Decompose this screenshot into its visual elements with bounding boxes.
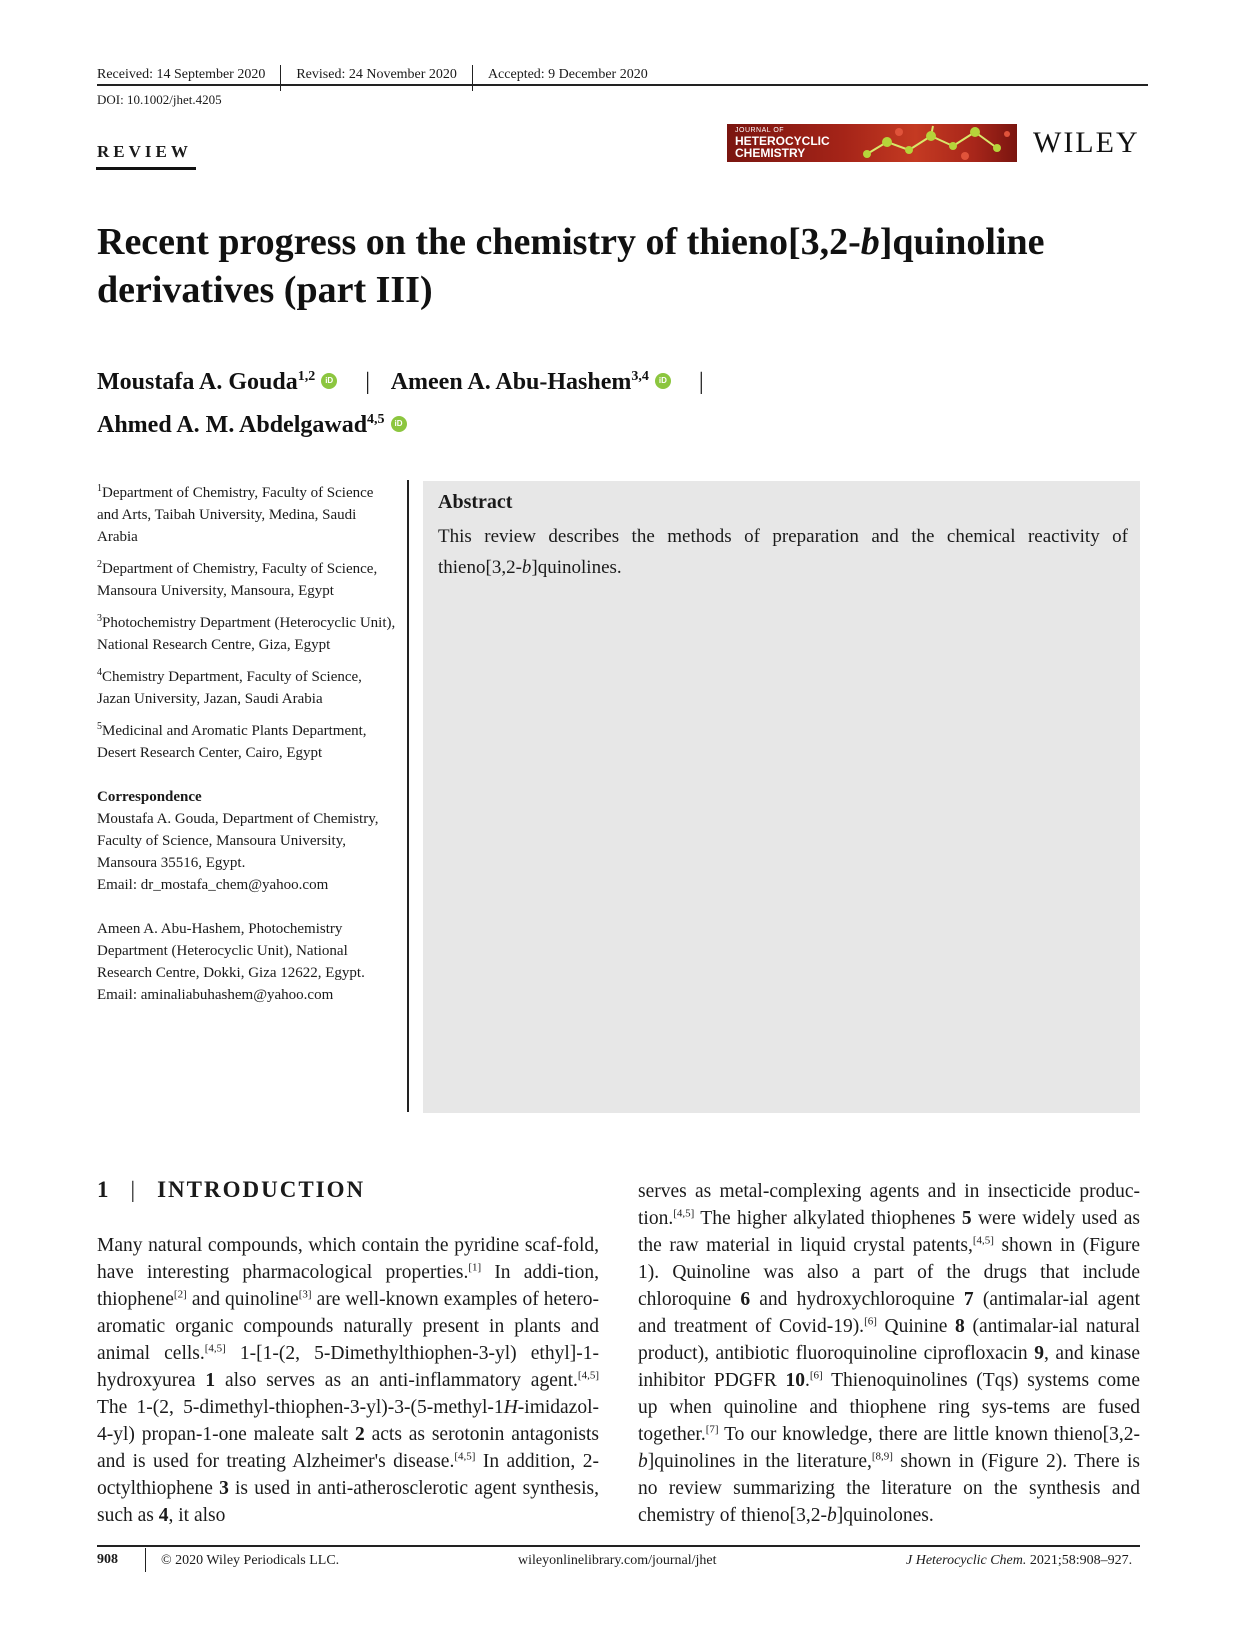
article-type-label: REVIEW [97, 142, 192, 161]
citation-ref[interactable]: [4,5] [972, 1234, 994, 1247]
author-separator: | [365, 369, 371, 395]
affiliation [97, 478, 397, 548]
revised-date: Revised: 24 November 2020 [296, 67, 457, 82]
correspondence-address: Ameen A. Abu-Hashem, Photochemistry Department (Heterocyclic Unit), National Research Centre, Dokki, Giza 12622, Egypt. [97, 921, 365, 981]
orcid-icon[interactable]: iD [655, 373, 671, 389]
received-date: Received: 14 September 2020 [97, 67, 266, 82]
abstract-text: This review describes the methods of preparation and the chemical reactivity of thieno[3,2-b]quinolines. [438, 526, 1128, 578]
footer-rule [97, 1545, 1140, 1547]
citation-ref[interactable]: [4,5] [577, 1369, 599, 1382]
affiliation [97, 554, 397, 602]
journal-logo-line2: CHEMISTRY [735, 146, 806, 160]
affiliation [97, 662, 397, 710]
citation-ref[interactable]: [4,5] [204, 1342, 226, 1355]
journal-abbrev: J Heterocyclic Chem. [906, 1553, 1027, 1568]
body-column-right: serves as metal-complexing agents and in insecticide produc-tion.[4,5] The higher alkylated thiophenes 5 were widely used as the raw material in liquid crystal patents,[4,5] shown in (Figure 1). Quinoline was also a part of the drugs that include chloroquine 6 and hydroxychloroquine 7 (antimalar-ial agent and treatment of Covid-19).[6] Quinine 8 (antimalar-ial natural product), antibiotic fluoroquinoline ciprofloxacin 9, and kinase inhibitor PDGFR 10.[6] Thienoquinolines (Tqs) systems come up when quinoline and thiophene ring sys-tems are fused together.[7] To our knowledge, there are little known thieno[3,2-b]quinolines in the literature,[8,9] shown in (Figure 2). There is no review summarizing the literature on the synthesis and chemistry of thieno[3,2-b]quinolones. [638, 1181, 1141, 1526]
author-line-2 [97, 401, 897, 444]
date-divider [280, 65, 281, 91]
doi[interactable]: DOI: 10.1002/jhet.4205 [97, 92, 222, 107]
article-title [97, 218, 1157, 314]
author-line-1 [97, 358, 897, 401]
author-affiliation-ref: 1,2 [297, 369, 316, 384]
accepted-date: Accepted: 9 December 2020 [487, 67, 648, 82]
correspondence-heading: Correspondence [97, 789, 202, 805]
body-column-left: Many natural compounds, which contain the pyridine scaf-fold, have interesting pharmacological properties.[1] In addi-tion, thiophene[2] and quinoline[3] are well-known examples of hetero-aromatic organic compounds naturally present in plants and animal cells.[4,5] 1-[1-(2, 5-Dimethylthiophen-3-yl) ethyl]-1-hydroxyurea 1 also serves as an anti-inflammatory agent.[4,5] The 1-(2, 5-dimethyl-thiophen-3-yl)-3-(5-methyl-1H-imidazol-4-yl) propan-1-one maleate salt 2 acts as serotonin antagonists and is used for treating Alzheimer's disease.[4,5] In addition, 2-octylthiophene 3 is used in anti-atherosclerotic agent synthesis, such as 4, it also [97, 1235, 599, 1526]
title-text-1: Recent progress on the chemistry of thieno[3,2- [97, 221, 861, 263]
author-name: Ahmed A. M. Abdelgawad [97, 412, 368, 438]
citation-ref[interactable]: [1] [468, 1261, 482, 1274]
correspondence-email[interactable]: Email: dr_mostafa_chem@yahoo.com [97, 877, 329, 893]
journal-url[interactable]: wileyonlinelibrary.com/journal/jhet [518, 1553, 717, 1568]
orcid-icon[interactable]: iD [391, 416, 407, 432]
citation-ref[interactable]: [2] [173, 1288, 187, 1301]
orcid-icon[interactable]: iD [321, 373, 337, 389]
journal-logo-line1: HETEROCYCLIC [735, 134, 830, 148]
abstract-box [423, 481, 1140, 1113]
publisher-logo: WILEY [1033, 126, 1140, 159]
citation-ref[interactable]: [4,5] [673, 1207, 695, 1220]
footer-divider [145, 1548, 146, 1572]
affiliation [97, 716, 397, 764]
article-type-underline [96, 167, 196, 170]
volume-pages: 2021;58:908–927. [1026, 1553, 1133, 1568]
affiliation-text: Photochemistry Department (Heterocyclic Unit), National Research Centre, Giza, Egypt [97, 615, 396, 653]
journal-logo-title [735, 135, 830, 159]
citation-ref[interactable]: [6] [864, 1315, 877, 1328]
citation-ref[interactable]: [6] [809, 1369, 823, 1382]
journal-citation [906, 1553, 1132, 1569]
author-affiliation-ref: 4,5 [367, 412, 385, 427]
author-list [97, 358, 897, 444]
author-separator: | [698, 369, 704, 395]
section-number: 1 [97, 1177, 111, 1202]
affiliation-number: 1 [97, 483, 102, 494]
citation-ref[interactable]: [8,9] [871, 1450, 893, 1463]
date-divider [472, 65, 473, 91]
title-italic: b [860, 221, 880, 263]
affiliation-number: 3 [97, 613, 102, 624]
affiliation [97, 608, 397, 656]
section-title: INTRODUCTION [157, 1177, 366, 1202]
page-number: 908 [97, 1552, 118, 1567]
correspondence-entry [97, 808, 397, 896]
affiliations-sidebar [97, 478, 397, 1006]
section-separator: | [130, 1177, 138, 1202]
affiliation-text: Chemistry Department, Faculty of Science, Jazan University, Jazan, Saudi Arabia [97, 669, 362, 707]
author-affiliation-ref: 3,4 [631, 369, 649, 384]
affiliation-text: Department of Chemistry, Faculty of Science and Arts, Taibah University, Medina, Saudi Arabia [97, 485, 374, 545]
journal-logo [727, 124, 1017, 162]
citation-ref[interactable]: [7] [705, 1423, 719, 1436]
molecule-graphic-icon [847, 124, 1017, 162]
affiliation-number: 5 [97, 721, 102, 732]
title-text-2: ]quinoline derivatives (part III) [97, 221, 1045, 311]
affiliation-text: Department of Chemistry, Faculty of Science, Mansoura University, Mansoura, Egypt [97, 561, 378, 599]
correspondence-entry [97, 918, 397, 1006]
correspondence-email[interactable]: Email: aminaliabuhashem@yahoo.com [97, 987, 334, 1003]
sidebar-divider [407, 480, 409, 1112]
author-name: Ameen A. Abu-Hashem [390, 369, 632, 395]
header-rule [97, 84, 1148, 86]
copyright: © 2020 Wiley Periodicals LLC. [161, 1553, 340, 1568]
abstract-heading: Abstract [438, 491, 513, 513]
affiliation-text: Medicinal and Aromatic Plants Department, Desert Research Center, Cairo, Egypt [97, 723, 367, 761]
affiliation-number: 4 [97, 667, 102, 678]
author-name: Moustafa A. Gouda [97, 369, 298, 395]
correspondence-address: Moustafa A. Gouda, Department of Chemistry, Faculty of Science, Mansoura University, Mansoura 35516, Egypt. [97, 811, 379, 871]
section-heading [97, 1177, 365, 1203]
affiliation-number: 2 [97, 559, 102, 570]
citation-ref[interactable]: [3] [298, 1288, 312, 1301]
citation-ref[interactable]: [4,5] [454, 1450, 476, 1463]
journal-logo-small-text: JOURNAL OF [735, 127, 785, 134]
